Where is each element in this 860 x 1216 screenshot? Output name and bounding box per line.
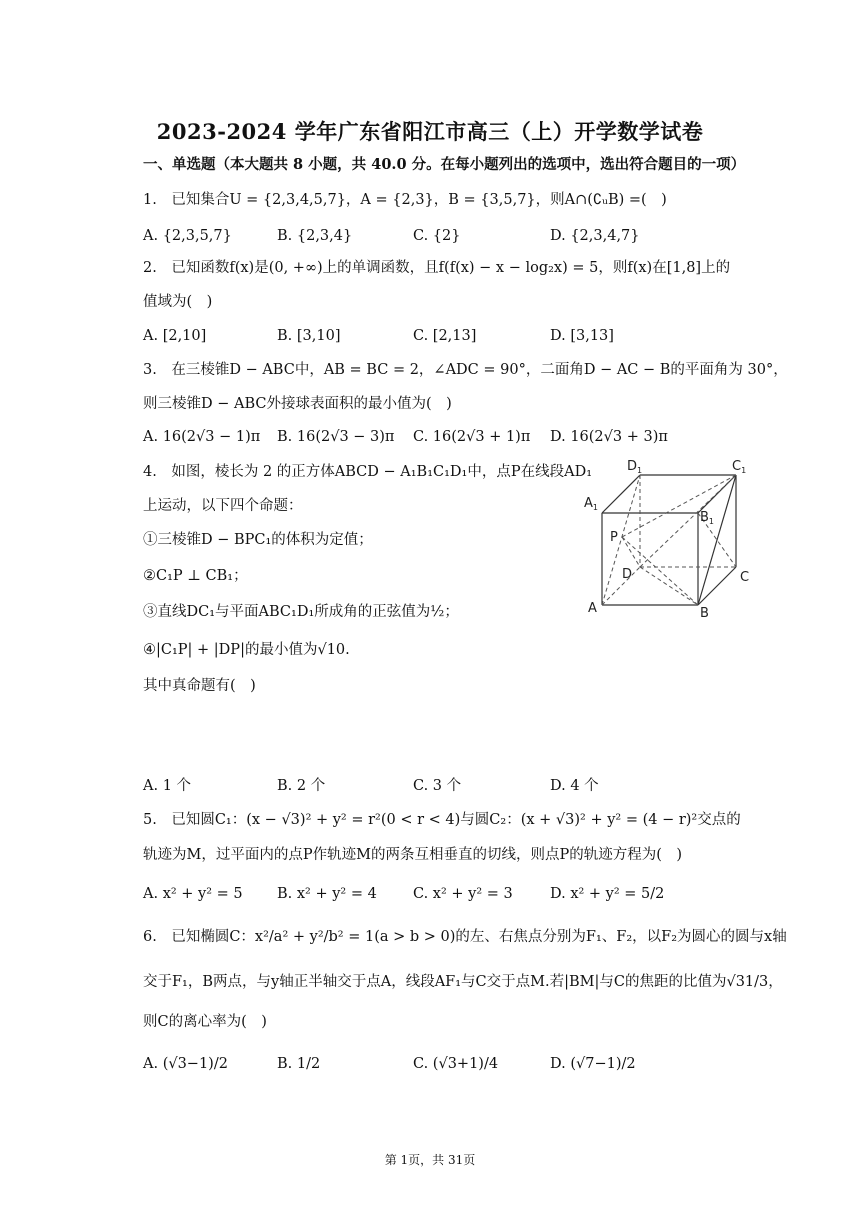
question-5-option-b: B. x² + y² = 4 xyxy=(277,886,377,902)
page-footer: 第 1页，共 31页 xyxy=(384,1153,476,1167)
page-title: 2023-2024 学年广东省阳江市高三（上）开学数学试卷 xyxy=(156,119,704,144)
label-a1: $A_1$ xyxy=(584,496,598,512)
question-1-stem: 1. 已知集合U = {2,3,4,5,7}，A = {2,3}，B = {3,5,7}，则A∩(∁ᵤB) =( ) xyxy=(143,192,667,208)
label-a: A xyxy=(588,601,597,616)
question-2-option-c: C. [2,13] xyxy=(413,328,477,344)
question-4-option-a: A. 1 个 xyxy=(143,778,192,794)
question-6-option-d: D. (√7−1)/2 xyxy=(550,1056,636,1072)
question-1-option-b: B. {2,3,4} xyxy=(277,228,353,244)
question-5-option-a: A. x² + y² = 5 xyxy=(143,886,243,902)
question-6-stem-line3: 则C的离心率为( ) xyxy=(143,1014,267,1030)
question-1-option-d: D. {2,3,4,7} xyxy=(550,228,640,244)
label-d1: $D_1$ xyxy=(627,459,643,475)
question-4-stem-line3: 其中真命题有( ) xyxy=(143,678,256,694)
question-1-option-a: A. {2,3,5,7} xyxy=(143,228,232,244)
cube-figure xyxy=(580,455,760,620)
question-6-option-b: B. 1/2 xyxy=(277,1056,321,1072)
section-heading: 一、单选题（本大题共 8 小题，共 40.0 分。在每小题列出的选项中，选出符合题目的一项） xyxy=(143,156,746,173)
question-5-stem-line1: 5. 已知圆C₁：(x − √3)² + y² = r²(0 < r < 4)与圆C₂：(x + √3)² + y² = (4 − r)²交点的 xyxy=(143,812,741,828)
question-1-option-c: C. {2} xyxy=(413,228,461,244)
label-c: C xyxy=(740,570,750,585)
question-6-stem-line2: 交于F₁，B两点，与y轴正半轴交于点A，线段AF₁与C交于点M.若|BM|与C的焦距的比值为√31/3， xyxy=(143,974,783,990)
label-d: D xyxy=(622,567,633,582)
question-2-option-a: A. [2,10] xyxy=(143,328,207,344)
question-3-option-d: D. 16(2√3 + 3)π xyxy=(550,429,668,445)
question-3-option-c: C. 16(2√3 + 1)π xyxy=(413,429,531,445)
question-4-stem-line1: 4. 如图，棱长为 2 的正方体ABCD − A₁B₁C₁D₁中，点P在线段AD₁ xyxy=(143,464,593,480)
question-5-stem-line2: 轨迹为M，过平面内的点P作轨迹M的两条互相垂直的切线，则点P的轨迹方程为( ) xyxy=(143,847,683,863)
question-4-proposition-2: ②C₁P ⊥ CB₁； xyxy=(143,568,248,584)
label-c1: $C_1$ xyxy=(732,459,747,475)
question-2-option-b: B. [3,10] xyxy=(277,328,341,344)
question-3-option-b: B. 16(2√3 − 3)π xyxy=(277,429,395,445)
question-5-option-c: C. x² + y² = 3 xyxy=(413,886,513,902)
question-4-proposition-1: ①三棱锥D − BPC₁的体积为定值； xyxy=(143,532,373,548)
label-b1: $B_1$ xyxy=(700,510,715,526)
question-5-option-d: D. x² + y² = 5/2 xyxy=(550,886,665,902)
question-4-option-d: D. 4 个 xyxy=(550,778,599,794)
question-4-proposition-3: ③直线DC₁与平面ABC₁D₁所成角的正弦值为½； xyxy=(143,604,459,620)
question-6-stem-line1: 6. 已知椭圆C：x²/a² + y²/b² = 1(a > b > 0)的左、右焦点分别为F₁、F₂，以F₂为圆心的圆与x轴 xyxy=(143,929,787,945)
question-2-stem-line1: 2. 已知函数f(x)是(0, +∞)上的单调函数，且f(f(x) − x − log₂x) = 5，则f(x)在[1,8]上的 xyxy=(143,260,731,276)
question-3-option-a: A. 16(2√3 − 1)π xyxy=(143,429,261,445)
question-4-proposition-4: ④|C₁P| + |DP|的最小值为√10. xyxy=(143,642,350,658)
label-b: B xyxy=(700,606,709,620)
question-6-option-a: A. (√3−1)/2 xyxy=(143,1056,228,1072)
question-2-option-d: D. [3,13] xyxy=(550,328,614,344)
question-4-option-c: C. 3 个 xyxy=(413,778,462,794)
question-4-stem-line2: 上运动，以下四个命题： xyxy=(143,498,303,514)
question-3-stem-line1: 3. 在三棱锥D − ABC中，AB = BC = 2，∠ADC = 90°，二面角D − AC − B的平面角为 30°， xyxy=(143,362,788,378)
question-3-stem-line2: 则三棱锥D − ABC外接球表面积的最小值为( ) xyxy=(143,396,452,412)
question-4-option-b: B. 2 个 xyxy=(277,778,326,794)
question-6-option-c: C. (√3+1)/4 xyxy=(413,1056,499,1072)
label-p: P xyxy=(610,530,618,545)
question-2-stem-line2: 值域为( ) xyxy=(143,294,213,310)
